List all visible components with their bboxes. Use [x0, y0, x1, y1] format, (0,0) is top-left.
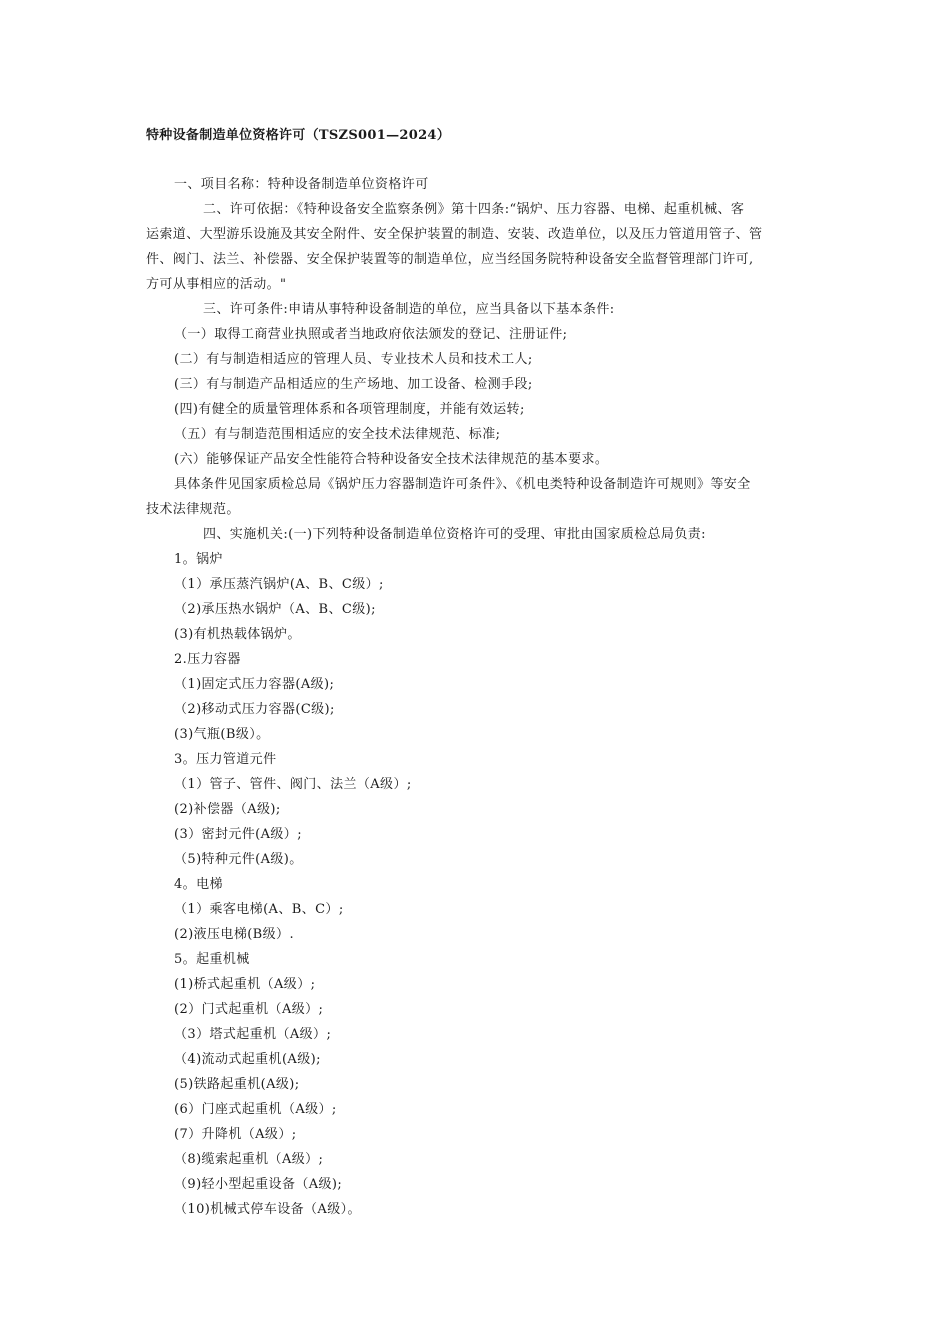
text-line: (1)桥式起重机（A级）; — [174, 977, 316, 992]
text-line: （1）乘客电梯(A、B、C）; — [174, 902, 344, 917]
text-line: (六）能够保证产品安全性能符合特种设备安全技术法律规范的基本要求。 — [174, 452, 609, 467]
text-line: (三）有与制造产品相适应的生产场地、加工设备、检测手段; — [174, 377, 533, 392]
text-line: (5)铁路起重机(A级); — [174, 1077, 300, 1092]
text-line: 2.压力容器 — [174, 652, 241, 667]
text-line: 方可从事相应的活动。" — [146, 277, 287, 292]
text-line: （3）塔式起重机（A级）; — [174, 1027, 332, 1042]
text-line: (二）有与制造相适应的管理人员、专业技术人员和技术工人; — [174, 352, 533, 367]
text-line: （2)移动式压力容器(C级); — [174, 702, 335, 717]
text-line: 3。压力管道元件 — [174, 752, 277, 767]
text-line: 四、实施机关:(一)下列特种设备制造单位资格许可的受理、审批由国家质检总局负责: — [203, 527, 706, 542]
text-line: (四)有健全的质量管理体系和各项管理制度，并能有效运转; — [174, 402, 525, 417]
text-line: （1）管子、管件、阀门、法兰（A级）; — [174, 777, 412, 792]
text-line: (3)有机热载体锅炉。 — [174, 627, 301, 642]
text-line: （9)轻小型起重设备（A级); — [174, 1177, 343, 1192]
text-line: （1）承压蒸汽锅炉(A、B、C级）; — [174, 577, 384, 592]
text-line: 具体条件见国家质检总局《锅炉压力容器制造许可条件》、《机电类特种设备制造许可规则》等安全 — [174, 477, 751, 492]
text-line: （一）取得工商营业执照或者当地政府依法颁发的登记、注册证件; — [174, 327, 568, 342]
text-line: 1。锅炉 — [174, 552, 223, 567]
text-line: 5。起重机械 — [174, 952, 250, 967]
text-line: 件、阀门、法兰、补偿器、安全保护装置等的制造单位，应当经国务院特种设备安全监督管理部门许可, — [146, 252, 754, 267]
text-line: （1)固定式压力容器(A级); — [174, 677, 335, 692]
text-line: (2)液压电梯(B级）. — [174, 927, 294, 942]
text-line: (7）升降机（A级）; — [174, 1127, 297, 1142]
text-line: 一、项目名称：特种设备制造单位资格许可 — [174, 177, 429, 192]
text-line: （8)缆索起重机（A级）; — [174, 1152, 324, 1167]
text-line: （10)机械式停车设备（A级）。 — [174, 1202, 361, 1217]
text-line: （2)承压热水锅炉（A、B、C级); — [174, 602, 376, 617]
text-line: (2)补偿器（A级); — [174, 802, 281, 817]
text-line: （4)流动式起重机(A级); — [174, 1052, 321, 1067]
text-line: (3）密封元件(A级）; — [174, 827, 302, 842]
text-line: 运索道、大型游乐设施及其安全附件、安全保护装置的制造、安装、改造单位，以及压力管道用管子、管 — [146, 227, 763, 242]
text-line: （5)特种元件(A级)。 — [174, 852, 303, 867]
text-line: (3)气瓶(B级）。 — [174, 727, 270, 742]
document-title: 特种设备制造单位资格许可（TSZS001—2024） — [146, 128, 451, 143]
text-line: (6）门座式起重机（A级）; — [174, 1102, 337, 1117]
text-line: 技术法律规范。 — [146, 502, 240, 517]
text-line: 4。电梯 — [174, 877, 223, 892]
text-line: 三、许可条件:申请从事特种设备制造的单位，应当具备以下基本条件: — [203, 302, 615, 317]
text-line: （五）有与制造范围相适应的安全技术法律规范、标准; — [174, 427, 501, 442]
text-line: (2）门式起重机（A级）; — [174, 1002, 324, 1017]
text-line: 二、许可依据：《特种设备安全监察条例》第十四条:“锅炉、压力容器、电梯、起重机械、客 — [203, 202, 745, 217]
